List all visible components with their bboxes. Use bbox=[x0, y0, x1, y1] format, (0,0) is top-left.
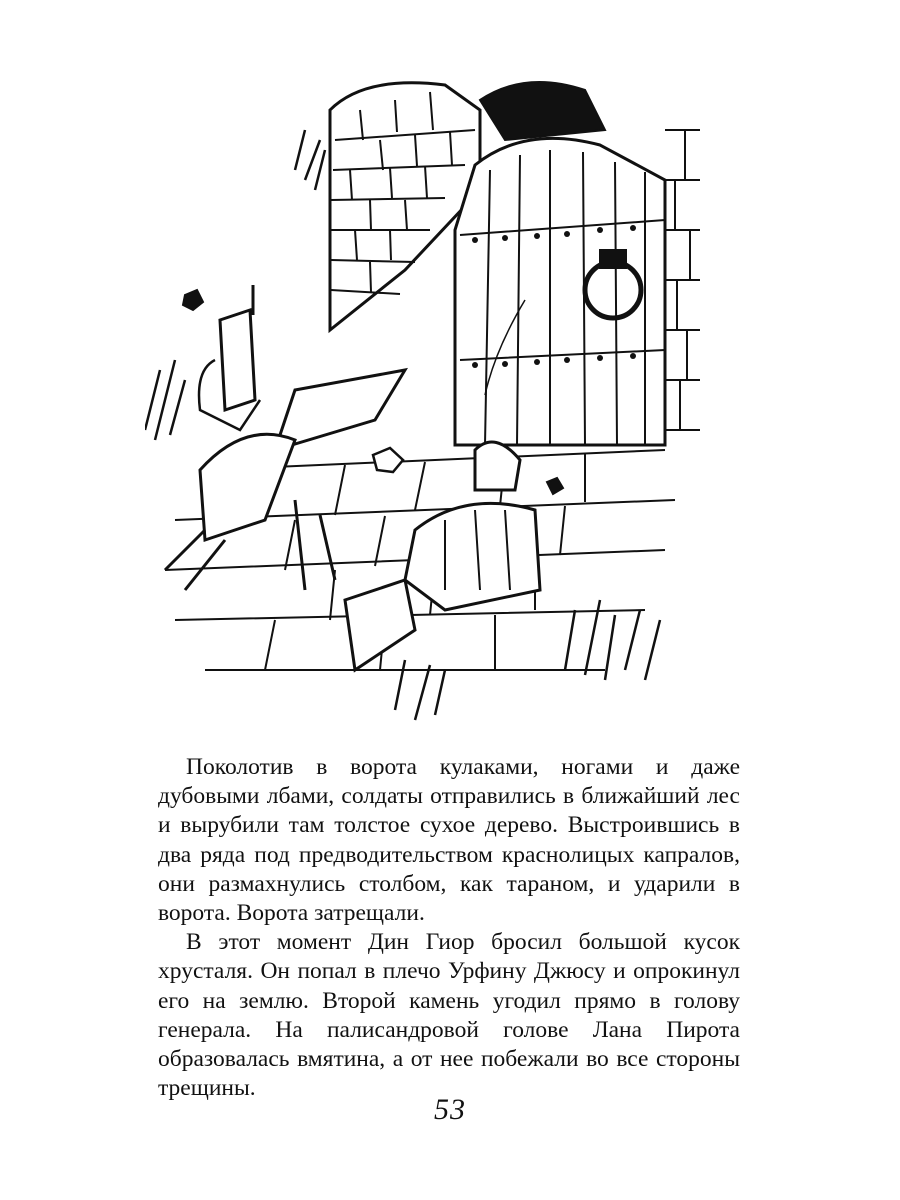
page-number: 53 bbox=[434, 1093, 466, 1126]
body-text bbox=[158, 753, 740, 1103]
paragraph: В этот момент Дин Гиор бросил большой кусок хрусталя. Он попал в плечо Урфину Джюсу и опрокинул его на землю. Второй камень угодил прямо в голову генерала. На палисандровой голове Лана Пирота образовалась вмятина, а от нее побежали во все стороны трещины. bbox=[158, 929, 740, 1102]
paragraph: Поколотив в ворота кулаками, ногами и даже дубовыми лбами, солдаты отправились в ближайший лес и вырубили там толстое сухое дерево. Выстроившись в два ряда под предводительством краснолицых капралов, они размахнулись столбом, как тараном, и ударили в ворота. Ворота затрещали. bbox=[158, 754, 740, 927]
illustration bbox=[145, 70, 700, 735]
